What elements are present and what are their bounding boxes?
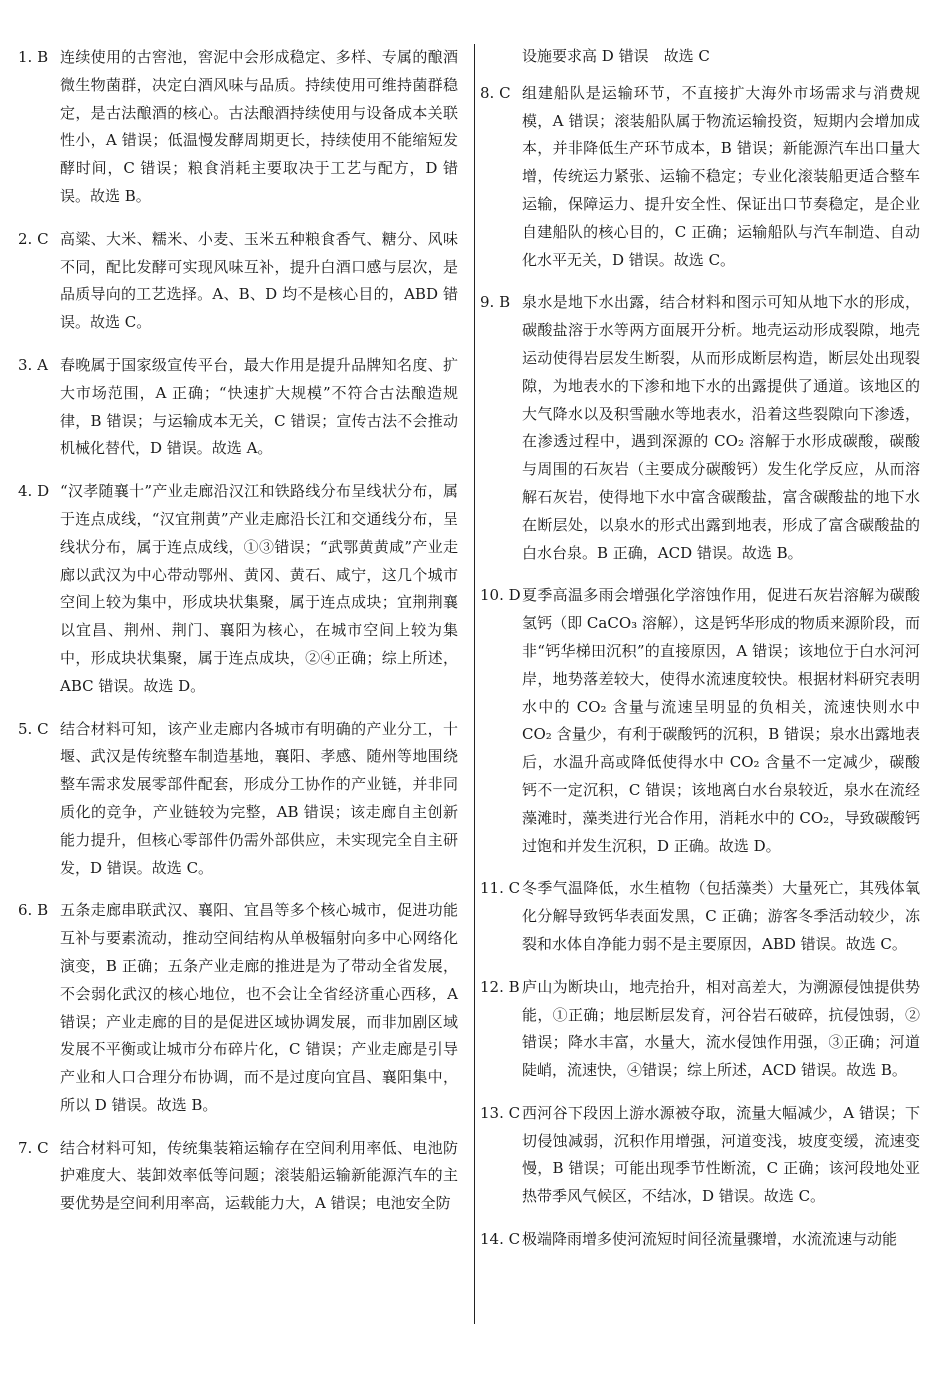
continued-text: 设施要求高 D 错误 故选 C <box>522 47 710 65</box>
answer-number: 9. B <box>480 293 511 312</box>
answer-number: 1. B <box>18 48 49 66</box>
answer-explanation: 西河谷下段因上游水源被夺取，流量大幅减少，A 错误；下切侵蚀减弱，沉积作用增强，河道变浅，坡度变缓，流速变慢，B 错误；可能出现季节性断流，C 正确；该河段地处亚热带季风气候区，不结冰，D 错误。故选 C。 <box>522 1103 920 1206</box>
answer-number: 6. B <box>18 901 49 920</box>
answer-explanation: 高粱、大米、糯米、小麦、玉米五种粮食香气、糖分、风味不同，配比发酵可实现风味互补，提升白酒口感与层次，是品质导向的工艺选择。A、B、D 均不是核心目的，ABD 错误。故选 C。 <box>60 229 458 332</box>
answer-item <box>18 716 458 883</box>
answer-explanation: 庐山为断块山，地壳抬升，相对高差大，为溯源侵蚀提供势能，①正确；地层断层发育，河谷岩石破碎，抗侵蚀弱，②错误；降水丰富，水量大，流水侵蚀作用强，③正确；河道陡峭，流速快，④错误；综上所述，ACD 错误。故选 B。 <box>522 977 920 1080</box>
answer-number: 4. D <box>18 482 50 501</box>
left-column <box>18 44 458 1233</box>
answer-number: 8. C <box>480 83 511 102</box>
answer-explanation: 连续使用的古窖池，窖泥中会形成稳定、多样、专属的酿酒微生物菌群，决定白酒风味与品质。持续使用可维持菌群稳定，是古法酿酒的核心。古法酿酒持续使用与设备成本关联性小，A 错误；低温慢发酵周期更长，持续使用不能缩短发酵时间，C 错误；粮食消耗主要取决于工艺与配方，D 错误。故选 B。 <box>60 48 458 205</box>
answer-explanation: 结合材料可知，该产业走廊内各城市有明确的产业分工，十堰、武汉是传统整车制造基地，襄阳、孝感、随州等地围绕整车需求发展零部件配套，形成分工协作的产业链，并非同质化的竞争，产业链较为完整，AB 错误；该走廊自主创新能力提升，但核心零部件仍需外部供应，未实现完全自主研发，D 错误。故选 C。 <box>60 719 458 877</box>
answer-number: 7. C <box>18 1138 49 1157</box>
right-column <box>480 44 920 1269</box>
answer-explanation: “汉孝随襄十”产业走廊沿汉江和铁路线分布呈线状分布，属于连点成线，“汉宜荆黄”产业走廊沿长江和交通线分布，呈线状分布，属于连点成线，①③错误；“武鄂黄黄咸”产业走廊以武汉为中心带动鄂州、黄冈、黄石、咸宁，这几个城市空间上较为集中，形成块状集聚，属于连点成块；宜荆荆襄以宜昌、荆州、荆门、襄阳为核心，在城市空间上较为集中，形成块状集聚，属于连点成块，②④正确；综上所述，ABC 错误。故选 D。 <box>60 482 458 695</box>
answer-explanation: 春晚属于国家级宣传平台，最大作用是提升品牌知名度、扩大市场范围，A 正确；“快速扩大规模”不符合古法酿造规律，B 错误；与运输成本无关，C 错误；宣传古法不会推动机械化替代，D 错误。故选 A。 <box>60 355 458 458</box>
answer-number: 5. C <box>18 719 49 738</box>
answer-number: 3. A <box>18 355 48 374</box>
answer-explanation: 五条走廊串联武汉、襄阳、宜昌等多个核心城市，促进功能互补与要素流动，推动空间结构从单极辐射向多中心网络化演变，B 正确；五条产业走廊的推进是为了带动全省发展，不会弱化武汉的核心地位，也不会让全省经济重心西移，A 错误；产业走廊的目的是促进区域协调发展，而非加剧区域发展不平衡或让城市分布碎片化，C 错误；产业走廊是引导产业和人口合理分布协调，而不是过度向宜昌、襄阳集中，所以 D 错误。故选 B。 <box>60 901 458 1114</box>
answer-number: 12. B <box>480 977 520 996</box>
answer-explanation: 冬季气温降低，水生植物（包括藻类）大量死亡，其残体氧化分解导致钙华表面发黑，C 正确；游客冬季活动较少，冻裂和水体自净能力弱不是主要原因，ABD 错误。故选 C。 <box>522 879 920 953</box>
answer-explanation: 泉水是地下水出露，结合材料和图示可知从地下水的形成，碳酸盐溶于水等两方面展开分析。地壳运动形成裂隙，地壳运动使得岩层发生断裂，从而形成断层构造，断层处出现裂隙，为地表水的下渗和地下水的出露提供了通道。该地区的大气降水以及积雪融水等地表水，沿着这些裂隙向下渗透，在渗透过程中，遇到深源的 CO₂ 溶解于水形成碳酸，碳酸与周围的石灰岩（主要成分碳酸钙）发生化学反应，从而溶解石灰岩，使得地下水中富含碳酸盐，富含碳酸盐的地下水在断层处，以泉水的形式出露到地表，形成了富含碳酸盐的白水台泉。B 正确，ACD 错误。故选 B。 <box>522 293 920 562</box>
answer-explanation: 结合材料可知，传统集装箱运输存在空间利用率低、电池防护难度大、装卸效率低等问题；滚装船运输新能源汽车的主要优势是空间利用率高，运载能力大，A 错误；电池安全防 <box>60 1138 458 1213</box>
answer-item <box>480 80 920 275</box>
answer-item <box>18 352 458 463</box>
answer-item <box>480 1226 920 1254</box>
answer-item <box>18 1135 458 1218</box>
answer-number: 14. C <box>480 1230 521 1249</box>
column-divider <box>474 44 475 1324</box>
answer-explanation: 极端降雨增多使河流短时间径流量骤增，水流流速与动能 <box>522 1230 898 1249</box>
answer-explanation: 夏季高温多雨会增强化学溶蚀作用，促进石灰岩溶解为碳酸氢钙（即 CaCO₃ 溶解），这是钙华形成的物质来源阶段，而非“钙华梯田沉积”的直接原因，A 错误；该地位于白水河河岸，地势落差较大，使得水流速度较快。根据材料研究表明水中的 CO₂ 含量与流速呈明显的负相关，流速快则水中 CO₂ 含量少，有利于碳酸钙的沉积，B 错误；泉水出露地表后，水温升高或降低使得水中 CO₂ 含量不一定减少，碳酸钙不一定沉积，C 错误；该地离白水台泉较近，泉水在流经藻滩时，藻类进行光合作用，消耗水中的 CO₂，导致碳酸钙过饱和并发生沉积，D 正确。故选 D。 <box>522 586 920 855</box>
answer-item <box>18 226 458 337</box>
answer-item <box>480 1100 920 1211</box>
answer-number: 13. C <box>480 1103 521 1122</box>
answer-number: 10. D <box>480 586 521 605</box>
answer-number: 2. C <box>18 229 49 248</box>
answer-item <box>18 478 458 700</box>
answer-item <box>18 44 458 211</box>
answer-explanation: 组建船队是运输环节，不直接扩大海外市场需求与消费规模，A 错误；滚装船队属于物流运输投资，短期内会增加成本，并非降低生产环节成本，B 错误；新能源汽车出口量大增，传统运力紧张、运输不稳定；专业化滚装船更适合整车运输，保障运力、提升安全性、保证出口节奏稳定，是企业自建船队的核心目的，C 正确；运输船队与汽车制造、自动化水平无关，D 错误。故选 C。 <box>522 83 920 269</box>
answer-item <box>18 897 458 1119</box>
answer-item <box>480 289 920 567</box>
answer-item <box>480 582 920 860</box>
answer-item <box>480 974 920 1085</box>
answer-item <box>480 875 920 958</box>
answer-number: 11. C <box>480 879 521 898</box>
